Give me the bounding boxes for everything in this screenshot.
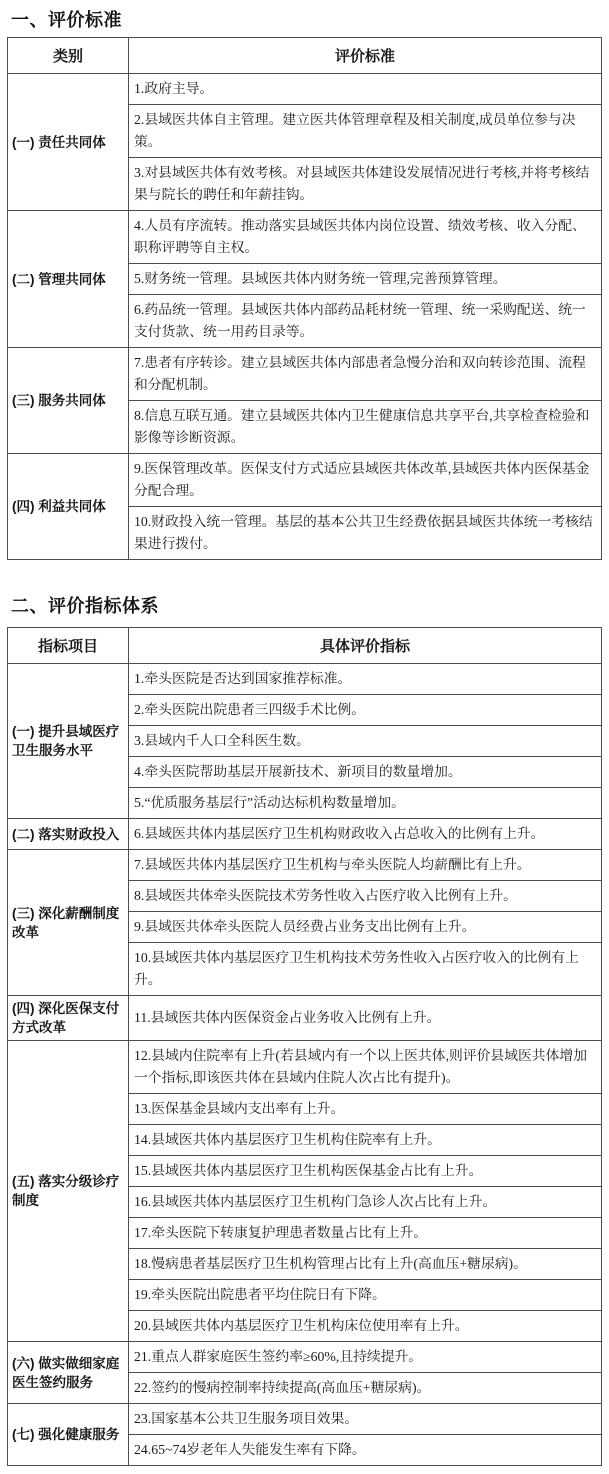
criteria-cell: 8.信息互联互通。建立县域医共体内卫生健康信息共享平台,共享检查检验和影像等诊断资源。 xyxy=(129,401,602,454)
table-body xyxy=(8,664,602,1466)
category-cell: (五) 落实分级诊疗制度 xyxy=(8,1041,129,1342)
criteria-cell: 9.医保管理改革。医保支付方式适应县域医共体改革,县域医共体内医保基金分配合理。 xyxy=(129,454,602,507)
category-cell: (六) 做实做细家庭医生签约服务 xyxy=(8,1342,129,1404)
column-header-category: 类别 xyxy=(8,38,129,74)
category-cell: (一) 提升县域医疗卫生服务水平 xyxy=(8,664,129,819)
criteria-cell: 15.县域医共体内基层医疗卫生机构医保基金占比有上升。 xyxy=(129,1156,602,1187)
criteria-cell: 5.“优质服务基层行”活动达标机构数量增加。 xyxy=(129,788,602,819)
criteria-cell: 22.签约的慢病控制率持续提高(高血压+糖尿病)。 xyxy=(129,1373,602,1404)
table-row xyxy=(8,348,602,401)
criteria-cell: 20.县域医共体内基层医疗卫生机构床位使用率有上升。 xyxy=(129,1311,602,1342)
table-row xyxy=(8,850,602,881)
criteria-cell: 8.县域医共体牵头医院技术劳务性收入占医疗收入比例有上升。 xyxy=(129,881,602,912)
criteria-cell: 7.县域医共体内基层医疗卫生机构与牵头医院人均薪酬比有上升。 xyxy=(129,850,602,881)
table-row xyxy=(8,211,602,264)
table-row xyxy=(8,1404,602,1435)
category-cell: (三) 深化薪酬制度改革 xyxy=(8,850,129,996)
criteria-cell: 5.财务统一管理。县域医共体内财务统一管理,完善预算管理。 xyxy=(129,264,602,295)
evaluation-standards-table xyxy=(7,37,602,560)
criteria-cell: 10.财政投入统一管理。基层的基本公共卫生经费依据县域医共体统一考核结果进行拨付。 xyxy=(129,507,602,560)
criteria-cell: 1.政府主导。 xyxy=(129,74,602,105)
category-cell: (七) 强化健康服务 xyxy=(8,1404,129,1466)
criteria-cell: 2.县域医共体自主管理。建立医共体管理章程及相关制度,成员单位参与决策。 xyxy=(129,105,602,158)
table-row xyxy=(8,454,602,507)
table-row xyxy=(8,996,602,1041)
table-row xyxy=(8,1342,602,1373)
category-cell: (一) 责任共同体 xyxy=(8,74,129,211)
criteria-cell: 6.县域医共体内基层医疗卫生机构财政收入占总收入的比例有上升。 xyxy=(129,819,602,850)
column-header-specific-indicator: 具体评价指标 xyxy=(129,628,602,664)
criteria-cell: 12.县域内住院率有上升(若县域内有一个以上医共体,则评价县域医共体增加一个指标,即该医共体在县域内住院人次占比有提升)。 xyxy=(129,1041,602,1094)
criteria-cell: 4.人员有序流转。推动落实县域医共体内岗位设置、绩效考核、收入分配、职称评聘等自主权。 xyxy=(129,211,602,264)
category-cell: (四) 利益共同体 xyxy=(8,454,129,560)
criteria-cell: 1.牵头医院是否达到国家推荐标准。 xyxy=(129,664,602,695)
evaluation-indicator-table xyxy=(7,627,602,1466)
table-header-row xyxy=(8,628,602,664)
criteria-cell: 16.县域医共体内基层医疗卫生机构门急诊人次占比有上升。 xyxy=(129,1187,602,1218)
criteria-cell: 18.慢病患者基层医疗卫生机构管理占比有上升(高血压+糖尿病)。 xyxy=(129,1249,602,1280)
criteria-cell: 10.县域医共体内基层医疗卫生机构技术劳务性收入占医疗收入的比例有上升。 xyxy=(129,943,602,996)
criteria-cell: 17.牵头医院下转康复护理患者数量占比有上升。 xyxy=(129,1218,602,1249)
column-header-indicator-item: 指标项目 xyxy=(8,628,129,664)
table-header-row xyxy=(8,38,602,74)
criteria-cell: 7.患者有序转诊。建立县域医共体内部患者急慢分治和双向转诊范围、流程和分配机制。 xyxy=(129,348,602,401)
section1-title: 一、评价标准 xyxy=(11,10,122,30)
criteria-cell: 6.药品统一管理。县域医共体内部药品耗材统一管理、统一采购配送、统一支付货款、统一用药目录等。 xyxy=(129,295,602,348)
criteria-cell: 11.县域医共体内医保资金占业务收入比例有上升。 xyxy=(129,996,602,1041)
criteria-cell: 2.牵头医院出院患者三四级手术比例。 xyxy=(129,695,602,726)
criteria-cell: 24.65~74岁老年人失能发生率有下降。 xyxy=(129,1435,602,1466)
criteria-cell: 4.牵头医院帮助基层开展新技术、新项目的数量增加。 xyxy=(129,757,602,788)
table-row xyxy=(8,819,602,850)
table-row xyxy=(8,664,602,695)
criteria-cell: 9.县域医共体牵头医院人员经费占业务支出比例有上升。 xyxy=(129,912,602,943)
category-cell: (二) 管理共同体 xyxy=(8,211,129,348)
column-header-criteria: 评价标准 xyxy=(129,38,602,74)
section2-title: 二、评价指标体系 xyxy=(11,596,159,616)
criteria-cell: 14.县域医共体内基层医疗卫生机构住院率有上升。 xyxy=(129,1125,602,1156)
table-body xyxy=(8,74,602,560)
criteria-cell: 23.国家基本公共卫生服务项目效果。 xyxy=(129,1404,602,1435)
category-cell: (四) 深化医保支付方式改革 xyxy=(8,996,129,1041)
category-cell: (三) 服务共同体 xyxy=(8,348,129,454)
criteria-cell: 3.对县域医共体有效考核。对县域医共体建设发展情况进行考核,并将考核结果与院长的聘任和年薪挂钩。 xyxy=(129,158,602,211)
table-row xyxy=(8,1041,602,1094)
criteria-cell: 19.牵头医院出院患者平均住院日有下降。 xyxy=(129,1280,602,1311)
table-row xyxy=(8,74,602,105)
category-cell: (二) 落实财政投入 xyxy=(8,819,129,850)
criteria-cell: 3.县域内千人口全科医生数。 xyxy=(129,726,602,757)
criteria-cell: 13.医保基金县域内支出率有上升。 xyxy=(129,1094,602,1125)
criteria-cell: 21.重点人群家庭医生签约率≥60%,且持续提升。 xyxy=(129,1342,602,1373)
